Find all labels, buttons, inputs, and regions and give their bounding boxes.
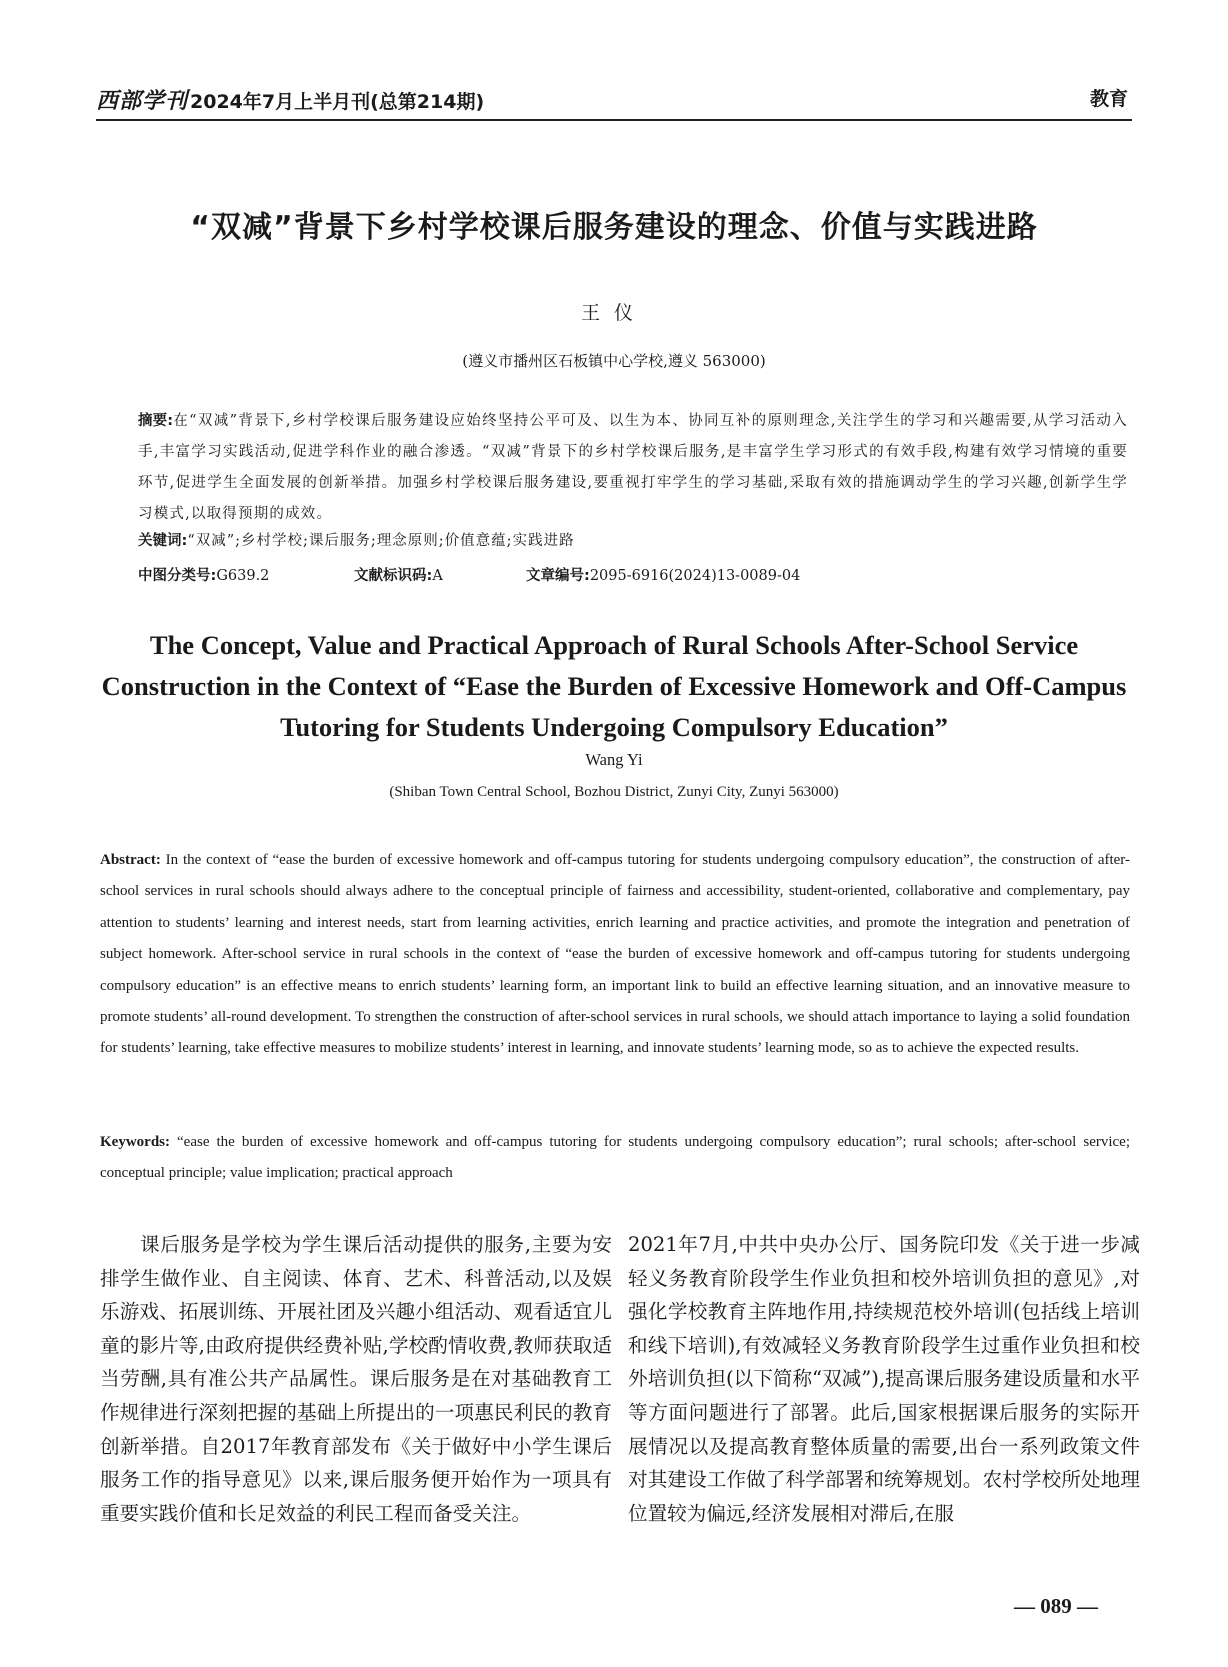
chinese-keywords-text: “双减”;乡村学校;课后服务;理念原则;价值意蕴;实践进路: [187, 533, 575, 549]
body-left-column: 课后服务是学校为学生课后活动提供的服务,主要为安排学生做作业、自主阅读、体育、艺术、科普活动,以及娱乐游戏、拓展训练、开展社团及兴趣小组活动、观看适宜儿童的影片等,由政府提供经费补贴,学校酌情收费,教师获取适当劳酬,具有准公共产品属性。课后服务是在对基础教育工作规律进行深刻把握的基础上所提出的一项惠民利民的教育创新举措。自2017年教育部发布《关于做好中小学生课后服务工作的指导意见》以来,课后服务便开始作为一项具有重要实践价值和长足效益的利民工程而备受关注。: [100, 1233, 612, 1525]
doc-code-label: 文献标识码:: [354, 568, 433, 584]
english-author: Wang Yi: [585, 750, 643, 769]
chinese-keywords: [138, 529, 1128, 550]
english-abstract: [100, 845, 1130, 1065]
chinese-abstract: [138, 406, 1128, 530]
english-title: The Concept, Value and Practical Approach of Rural Schools After-School Service Construction in the Context of “Ease the Burden of Excessive Homework and Off-Campus Tutoring for Students Undergoing Compulsory Education”: [101, 630, 1127, 742]
chinese-affiliation: (遵义市播州区石板镇中心学校,遵义 563000): [462, 352, 766, 370]
classification-line: [138, 564, 1128, 585]
english-abstract-text: In the context of “ease the burden of excessive homework and off-campus tutoring for students undergoing compulsory education”, the construction of after-school services in rural schools should always adhere to the conceptual principle of fairness and accessibility, student-oriented, collaborative and complementary, pay attention to students’ learning and interest needs, start from learning activities, enrich learning and practice activities, and promote the integration and penetration of subject homework. After-school service in rural schools in the context of “ease the burden of excessive homework and off-campus tutoring for students undergoing compulsory education” is an effective means to enrich students’ learning form, an important link to build an effective learning situation, and an innovative measure to promote students’ all-round development. To strengthen the construction of after-school services in rural schools, we should attach importance to laying a solid foundation for students’ learning, take effective measures to mobilize students’ interest in learning, and innovate students’ learning mode, so as to achieve the expected results.: [100, 852, 1130, 1057]
journal-info: [96, 84, 484, 115]
english-keywords: [100, 1127, 1130, 1190]
running-header: [96, 84, 1132, 118]
clc-value: G639.2: [216, 568, 270, 584]
clc-label: 中图分类号:: [138, 568, 217, 584]
doc-code-value: A: [432, 568, 443, 584]
chinese-author: 王仪: [580, 302, 647, 324]
header-divider: [96, 119, 1132, 121]
english-abstract-label: Abstract:: [100, 852, 161, 868]
article-no-value: 2095-6916(2024)13-0089-04: [589, 568, 801, 584]
english-affiliation: (Shiban Town Central School, Bozhou District, Zunyi City, Zunyi 563000): [389, 784, 839, 800]
chinese-title: “双减”背景下乡村学校课后服务建设的理念、价值与实践进路: [190, 210, 1038, 245]
body-right-column: 2021年7月,中共中央办公厅、国务院印发《关于进一步减轻义务教育阶段学生作业负担和校外培训负担的意见》,对强化学校教育主阵地作用,持续规范校外培训(包括线上培训和线下培训),有效减轻义务教育阶段学生过重作业负担和校外培训负担(以下简称“双减”),提高课后服务建设质量和水平等方面问题进行了部署。此后,国家根据课后服务的实际开展情况以及提高教育整体质量的需要,出台一系列政策文件对其建设工作做了科学部署和统筹规划。农村学校所处地理位置较为偏远,经济发展相对滞后,在服: [628, 1233, 1140, 1525]
section-name: 教育: [1089, 88, 1128, 110]
page-number: — 089 —: [1014, 1594, 1098, 1618]
journal-issue: 2024年7月上半月刊(总第214期): [190, 91, 485, 113]
chinese-abstract-text: 在“双减”背景下,乡村学校课后服务建设应始终坚持公平可及、以生为本、协同互补的原则理念,关注学生的学习和兴趣需要,从学习活动入手,丰富学习实践活动,促进学科作业的融合渗透。“双减”背景下的乡村学校课后服务,是丰富学生学习形式的有效手段,构建有效学习情境的重要环节,促进学生全面发展的创新举措。加强乡村学校课后服务建设,要重视打牢学生的学习基础,采取有效的措施调动学生的学习兴趣,创新学生学习模式,以取得预期的成效。: [138, 413, 1128, 522]
english-keywords-text: “ease the burden of excessive homework and off-campus tutoring for students undergoing compulsory education”; rural schools; after-school service; conceptual principle; value implication; practical approach: [100, 1134, 1130, 1182]
article-no-label: 文章编号:: [526, 568, 590, 584]
chinese-keywords-label: 关键词:: [138, 533, 188, 549]
chinese-abstract-label: 摘要:: [138, 413, 174, 429]
english-keywords-label: Keywords:: [100, 1134, 170, 1150]
journal-logo: 西部学刊: [96, 88, 189, 114]
